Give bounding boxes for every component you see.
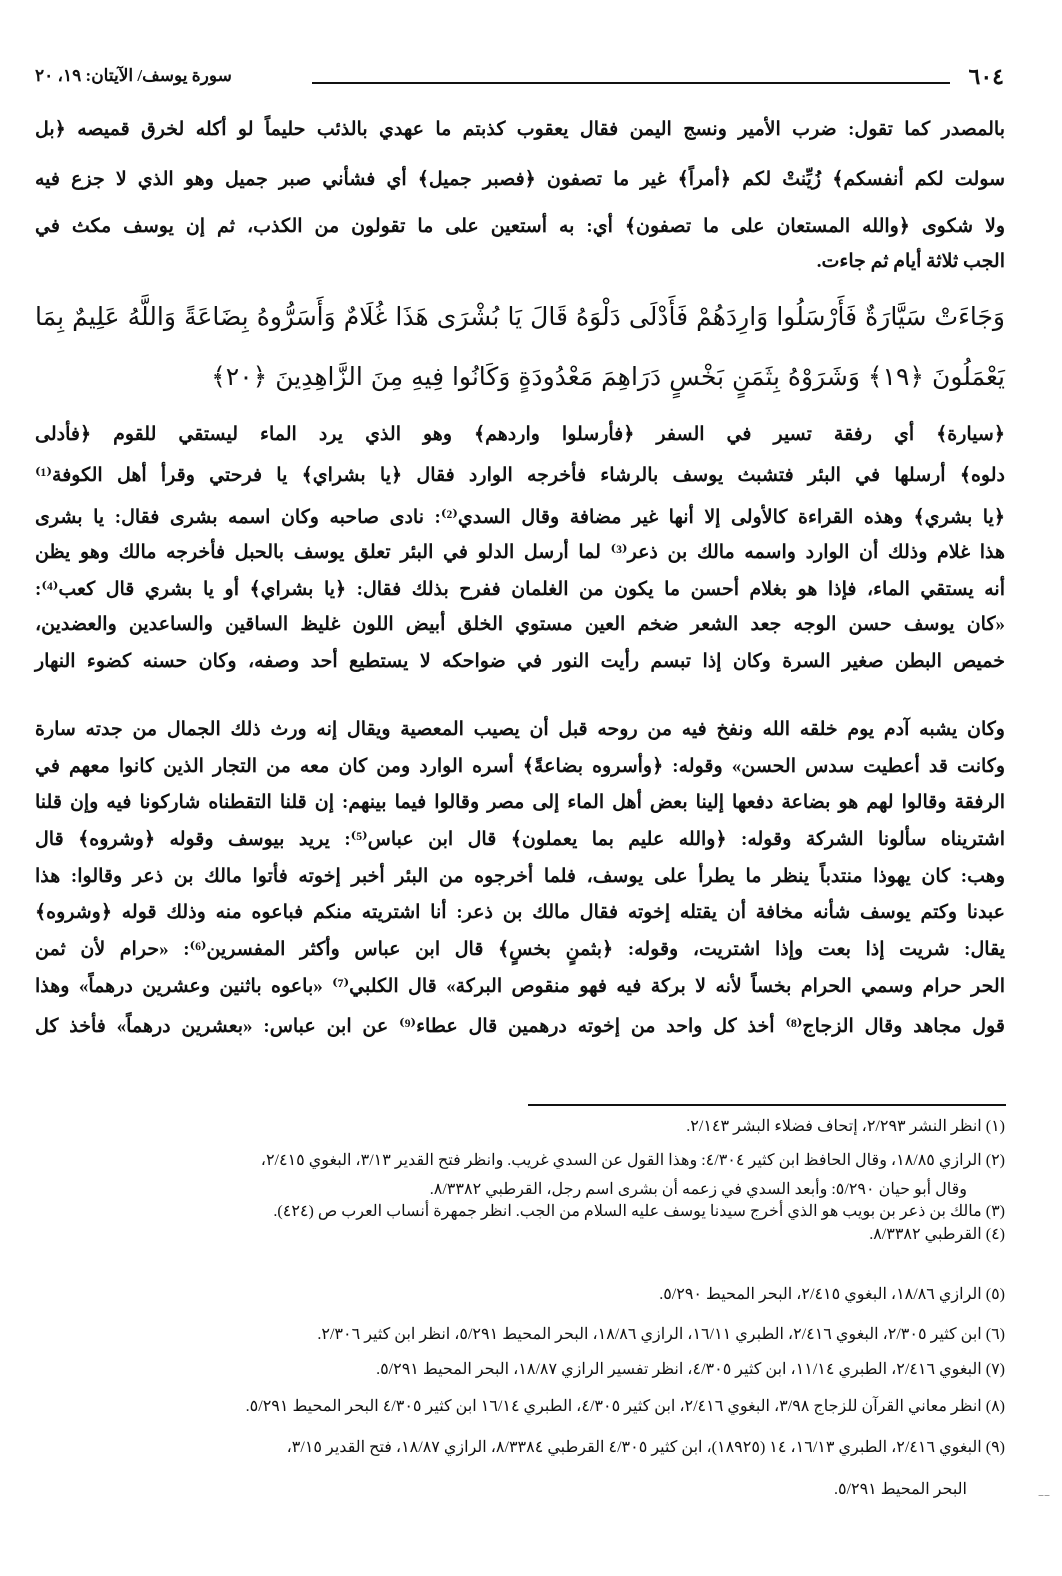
- text-line: وهب: كان يهوذا منتدباً ينظر ما يطرأ على يوسف، فلما أخرجوه من البئر أخبر إخوته فأتوا مالك بن ذعر وقالوا: هذا: [35, 866, 1005, 887]
- scan-mark: ––: [1038, 1488, 1050, 1502]
- verse-line: وَجَاءَتْ سَيَّارَةٌ فَأَرْسَلُوا وَارِدَهُمْ فَأَدْلَى دَلْوَهُ قَالَ يَا بُشْرَى هَذَا غُلَامٌ وَأَسَرُّوهُ بِضَاعَةً وَاللَّهُ عَلِيمٌ بِمَا: [35, 302, 1005, 331]
- footnote: (٨) انظر معاني القرآن للزجاج ٣/٩٨، البغوي ٢/٤١٦، ابن كثير ٤/٣٠٥، الطبري ١٦/١٤ ابن كثير ٤/٣٠٥ البحر المحيط ٥/٢٩١.: [245, 1398, 1005, 1415]
- text-line: وكانت قد أعطيت سدس الحسن» وقوله: ﴿وأسروه بضاعةً﴾ أسره الوارد ومن كان معه من التجار الذين كانوا معهم في: [35, 756, 1005, 777]
- footnote-continuation: وقال أبو حيان ٥/٢٩٠: وأبعد السدي في زعمه أن بشرى اسم رجل، القرطبي ٨/٣٣٨٢.: [429, 1181, 967, 1198]
- text-line: هذا غلام وذلك أن الوارد واسمه مالك بن ذعر⁽³⁾ لما أرسل الدلو في البئر تعلق يوسف بالحبل فأخرجه مالك وهو يظن: [35, 542, 1006, 563]
- footnote: (٥) الرازي ١٨/٨٦، البغوي ٢/٤١٥، البحر المحيط ٥/٢٩٠.: [659, 1286, 1005, 1303]
- text-line: دلوه﴾ أرسلها في البئر فتشبث يوسف بالرشاء فأخرجه الوارد فقال ﴿يا بشراي﴾ يا فرحتي وقرأ أهل الكوفة⁽¹⁾: [35, 465, 1005, 486]
- text-line: ﴿يا بشري﴾ وهذه القراءة كالأولى إلا أنها غير مضافة وقال السدي⁽²⁾: نادى صاحبه وكان اسمه بشرى فقال: يا بشرى: [35, 507, 1006, 528]
- footnote: (٧) البغوي ٢/٤١٦، الطبري ١١/١٤، ابن كثير ٤/٣٠٥، انظر تفسير الرازي ١٨/٨٧، البحر المحيط ٥/٢٩١.: [376, 1361, 1005, 1378]
- footnote: (٦) ابن كثير ٢/٣٠٥، البغوي ٢/٤١٦، الطبري ١٦/١١، الرازي ١٨/٨٦، البحر المحيط ٥/٢٩١، انظر ابن كثير ٢/٣٠٦.: [317, 1326, 1005, 1343]
- footnote: (٢) الرازي ١٨/٨٥، وقال الحافظ ابن كثير ٤/٣٠٤: وهذا القول عن السدي غريب. وانظر فتح القدير ٣/١٣، البغوي ٢/٤١٥،: [260, 1152, 1005, 1169]
- text-line: وكان يشبه آدم يوم خلقه الله ونفخ فيه من روحه قبل أن يصيب المعصية ويقال إنه ورث ذلك الجمال من جدته سارة: [35, 719, 1005, 740]
- footnote-continuation: البحر المحيط ٥/٢٩١.: [833, 1481, 967, 1498]
- text-line: الرفقة وقالوا لهم هو بضاعة دفعها إلينا بعض أهل الماء إلى مصر وقالوا فيما بينهم: إن قلنا التقطناه شاركونا فيه وإن قلنا: [35, 792, 1005, 813]
- text-line: خميص البطن صغير السرة وكان إذا تبسم رأيت النور في ضواحكه لا يستطيع أحد وصفه، وكان حسنه كضوء النهار: [35, 651, 1005, 672]
- text-line: الجب ثلاثة أيام ثم جاءت.: [816, 251, 1005, 272]
- text-line: ﴿سيارة﴾ أي رفقة تسير في السفر ﴿فأرسلوا واردهم﴾ وهو الذي يرد الماء ليستقي للقوم ﴿فأدلى: [35, 424, 1005, 445]
- running-title: سورة يوسف/ الآيتان: ١٩، ٢٠: [35, 66, 232, 85]
- text-line: عبدنا وكتم يوسف شأنه مخافة أن يقتله إخوته فقال مالك بن ذعر: أنا اشتريته منكم فباعوه منه وذلك قوله ﴿وشروه﴾: [35, 902, 1005, 923]
- text-line: ولا شكوى ﴿والله المستعان على ما تصفون﴾ أي: به أستعين على ما تقولون من الكذب، ثم إن يوسف مكث في: [35, 216, 1005, 237]
- text-line: يقال: شريت إذا بعت وإذا اشتريت، وقوله: ﴿بثمنٍ بخسٍ﴾ قال ابن عباس وأكثر المفسرين⁽⁶⁾: «حرام لأن ثمن: [35, 939, 1005, 960]
- text-line: سولت لكم أنفسكم﴾ زُيِّنتْ لكم ﴿أمراً﴾ غير ما تصفون ﴿فصبر جميل﴾ أي فشأني صبر جميل وهو الذي لا جزع فيه: [35, 169, 1005, 190]
- footnote-separator: [528, 1104, 1006, 1106]
- footnote: (٩) البغوي ٢/٤١٦، الطبري ١٦/١٣، ١٤ (١٨٩٢٥)، ابن كثير ٤/٣٠٥ القرطبي ٨/٣٣٨٤، الرازي ١٨/٨٧، فتح القدير ٣/١٥،: [286, 1439, 1005, 1456]
- text-line: اشتريناه سألونا الشركة وقوله: ﴿والله عليم بما يعملون﴾ قال ابن عباس⁽⁵⁾: يريد بيوسف وقوله ﴿وشروه﴾ قال: [35, 829, 1005, 850]
- footnote: (٤) القرطبي ٨/٣٣٨٢.: [869, 1226, 1005, 1243]
- page-number: ٦٠٤: [968, 64, 1004, 89]
- text-line: أنه يستقي الماء، فإذا هو بغلام أحسن ما يكون من الغلمان ففرح بذلك فقال: ﴿يا بشراي﴾ أو يا بشري قال كعب⁽⁴⁾:: [35, 579, 1005, 600]
- text-line: الحر حرام وسمي الحرام بخساً لأنه لا بركة فيه فهو منقوص البركة» قال الكلبي⁽⁷⁾ «باعوه باثنين وعشرين درهماً» وهذا: [35, 976, 1005, 997]
- text-line: بالمصدر كما تقول: ضرب الأمير ونسج اليمن فقال يعقوب كذبتم ما عهدي بالذئب حليماً لو أكله لخرق قميصه ﴿بل: [35, 119, 1005, 140]
- header-rule: [312, 82, 950, 84]
- text-line: قول مجاهد وقال الزجاج⁽⁸⁾ أخذ كل واحد من إخوته درهمين قال عطاء⁽⁹⁾ عن ابن عباس: «بعشرين درهماً» فأخذ كل: [35, 1016, 1005, 1037]
- verse-line: يَعْمَلُونَ ﴿١٩﴾ وَشَرَوْهُ بِثَمَنٍ بَخْسٍ دَرَاهِمَ مَعْدُودَةٍ وَكَانُوا فِيهِ مِنَ الزَّاهِدِينَ ﴿٢٠﴾: [211, 362, 1005, 391]
- footnote: (٣) مالك بن ذعر بن بويب هو الذي أخرج سيدنا يوسف عليه السلام من الجب. انظر جمهرة أنساب العرب ص (٤٢٤).: [273, 1203, 1005, 1220]
- text-line: «كان يوسف حسن الوجه جعد الشعر ضخم العين مستوي الخلق أبيض اللون غليظ الساقين والساعدين والعضدين،: [35, 614, 1005, 635]
- footnote: (١) انظر النشر ٢/٢٩٣، إتحاف فضلاء البشر ٢/١٤٣.: [686, 1118, 1005, 1135]
